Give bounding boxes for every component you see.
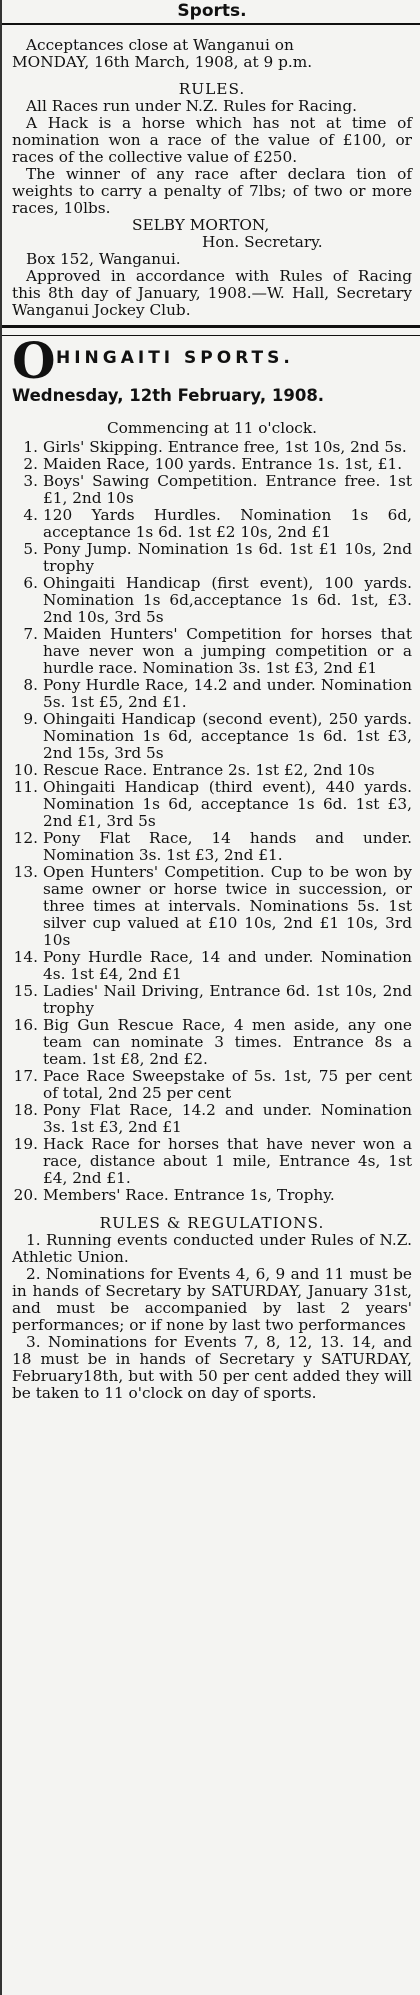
acceptances-line-1: Acceptances close at Wanganui on — [26, 36, 294, 54]
list-item: 1. Girls' Skipping. Entrance free, 1st 10s, 2nd 5s. — [23, 438, 407, 456]
list-item: 8. Pony Hurdle Race, 14.2 and under. Nomination 5s. 1st £5, 2nd £1. — [23, 676, 412, 711]
ohingaiti-title — [12, 331, 412, 390]
commencing-time: Commencing at 11 o'clock. — [106, 419, 318, 437]
sports-header: Sports. — [177, 1, 247, 21]
list-item: 5. Pony Jump. Nomination 1s 6d. 1st £1 10s, 2nd trophy — [23, 540, 412, 575]
list-item: 2. Maiden Race, 100 yards. Entrance 1s. 1st, £1. — [23, 455, 403, 473]
section-divider — [2, 325, 420, 336]
signature-name: SELBY MORTON, — [132, 216, 270, 234]
list-item: 17. Pace Race Sweepstake of 5s. 1st, 75 per cent of total, 2nd 25 per cent — [13, 1067, 412, 1102]
rules-paragraph-1: All Races run under N.Z. Rules for Racing. — [26, 97, 357, 115]
list-item: 11. Ohingaiti Handicap (third event), 440 yards. Nomination 1s 6d, acceptance 1s 6d. 1st £3, 2nd £1, 3rd 5s — [13, 778, 412, 830]
signature-title: Hon. Secretary. — [202, 233, 323, 251]
title-drop-initial: O — [12, 331, 56, 390]
event-date: Wednesday, 12th February, 1908. — [12, 386, 325, 405]
list-item: 7. Maiden Hunters' Competition for horses that have never won a jumping competition or a hurdle race. Nomination 3s. 1st £3, 2nd £1 — [23, 625, 412, 677]
box-address: Box 152, Wanganui. — [26, 250, 181, 268]
regulation-1: 1. Running events conducted under Rules of N.Z. Athletic Union. — [12, 1231, 412, 1266]
rules-heading: RULES. — [178, 80, 246, 98]
list-item: 9. Ohingaiti Handicap (second event), 250 yards. Nomination 1s 6d, acceptance 1s 6d. 1st £3, 2nd 15s, 3rd 5s — [23, 710, 412, 762]
list-item: 3. Boys' Sawing Competition. Entrance free. 1st £1, 2nd 10s — [23, 472, 412, 507]
regulation-2: 2. Nominations for Events 4, 6, 9 and 11 must be in hands of Secretary by SATURDAY, January 31st, and must be accompanied by last 2 years' performances; or if none by last two performances — [12, 1265, 412, 1334]
rules-paragraph-2: A Hack is a horse which has not at time of nomination won a race of the value of £100, or races of the collective value of £250. — [12, 114, 412, 166]
acceptances-block — [12, 37, 412, 71]
list-item: 13. Open Hunters' Competition. Cup to be won by same owner or horse twice in succession, or three times at intervals. Nominations 5s. 1st silver cup valued at £10 10s, 2nd £1 10s, 3rd 10s — [13, 863, 412, 949]
list-item: 15. Ladies' Nail Driving, Entrance 6d. 1st 10s, 2nd trophy — [13, 982, 412, 1017]
approval-paragraph: Approved in accordance with Rules of Racing this 8th day of January, 1908.—W. Hall, Secretary Wanganui Jockey Club. — [12, 267, 412, 319]
header-rule — [2, 23, 420, 25]
list-item: 18. Pony Flat Race, 14.2 and under. Nomination 3s. 1st £3, 2nd £1 — [13, 1101, 412, 1136]
regulation-3: 3. Nominations for Events 7, 8, 12, 13. 14, and 18 must be in hands of Secretary y SATURDAY, February18th, but with 50 per cent added they will be taken to 11 o'clock on day of sports. — [12, 1333, 412, 1402]
list-item: 6. Ohingaiti Handicap (first event), 100 yards. Nomination 1s 6d,acceptance 1s 6d. 1st, £3. 2nd 10s, 3rd 5s — [23, 574, 412, 626]
regulations-heading: RULES & REGULATIONS. — [99, 1214, 325, 1232]
list-item: 10. Rescue Race. Entrance 2s. 1st £2, 2nd 10s — [13, 761, 375, 779]
rules-paragraph-3: The winner of any race after declara tion of weights to carry a penalty of 7lbs; of two or more races, 10lbs. — [12, 165, 412, 217]
list-item: 19. Hack Race for horses that have never won a race, distance about 1 mile, Entrance 4s, 1st £4, 2nd £1. — [13, 1135, 412, 1187]
list-item: 12. Pony Flat Race, 14 hands and under. Nomination 3s. 1st £3, 2nd £1. — [13, 829, 412, 864]
events-list — [12, 439, 412, 1204]
acceptances-line-2: MONDAY, 16th March, 1908, at 9 p.m. — [12, 53, 313, 71]
list-item: 14. Pony Hurdle Race, 14 and under. Nomination 4s. 1st £4, 2nd £1 — [13, 948, 412, 983]
list-item: 20. Members' Race. Entrance 1s, Trophy. — [13, 1186, 335, 1204]
list-item: 4. 120 Yards Hurdles. Nomination 1s 6d, acceptance 1s 6d. 1st £2 10s, 2nd £1 — [23, 506, 412, 541]
list-item: 16. Big Gun Rescue Race, 4 men aside, any one team can nominate 3 times. Entrance 8s a team. 1st £8, 2nd £2. — [13, 1016, 412, 1068]
title-text: HINGAITI SPORTS. — [56, 348, 294, 368]
